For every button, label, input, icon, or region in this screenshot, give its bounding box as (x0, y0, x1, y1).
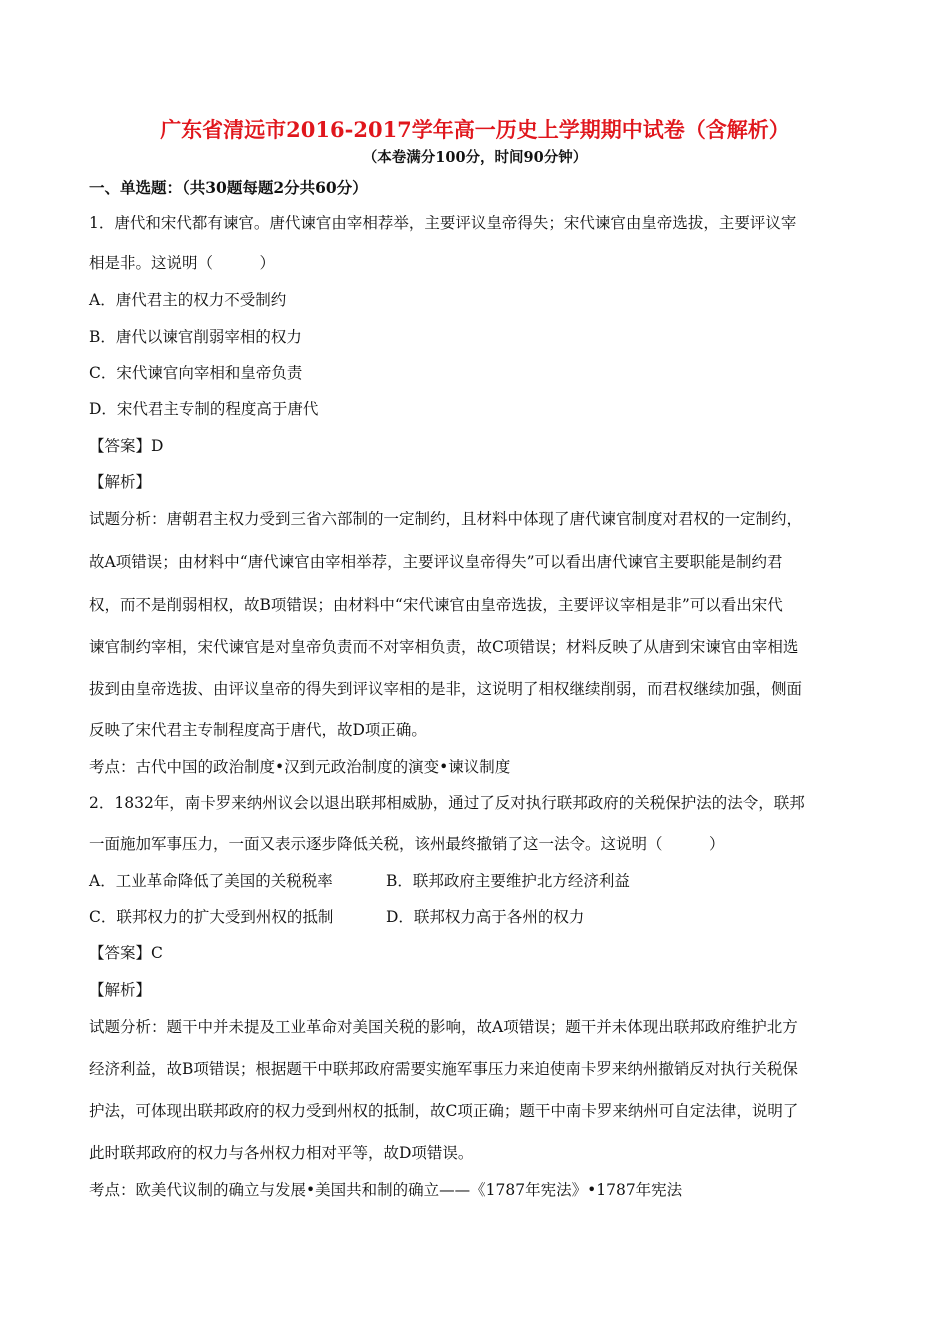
q2-option-a: A．工业革命降低了美国的关税税率 (89, 872, 333, 890)
q1-answer: 【答案】D (89, 437, 164, 455)
q2-analysis-line: 护法，可体现出联邦政府的权力受到州权的抵制，故C项正确；题干中南卡罗来纳州可自定法律，说明了 (89, 1102, 799, 1120)
q1-kaodian: 考点：古代中国的政治制度•汉到元政治制度的演变•谏议制度 (89, 758, 511, 776)
section-heading: 一、单选题：（共30题每题2分共60分） (89, 178, 368, 197)
q2-option-d: D．联邦权力高于各州的权力 (386, 908, 585, 926)
q2-analysis-label: 【解析】 (89, 981, 152, 999)
page-subtitle: （本卷满分100分，时间90分钟） (362, 149, 588, 166)
q1-option-a: A．唐代君主的权力不受制约 (89, 291, 287, 309)
q1-stem-line1: 1．唐代和宋代都有谏官。唐代谏官由宰相荐举，主要评议皇帝得失；宋代谏官由皇帝选拔，主要评议宰 (89, 214, 797, 232)
q1-analysis-line: 拔到由皇帝选拔、由评议皇帝的得失到评议宰相的是非，这说明了相权继续削弱，而君权继续加强，侧面 (89, 680, 803, 698)
q2-stem-line1: 2．1832年，南卡罗来纳州议会以退出联邦相威胁，通过了反对执行联邦政府的关税保护法的法令，联邦 (89, 794, 805, 812)
q2-analysis-line: 试题分析：题干中并未提及工业革命对美国关税的影响，故A项错误；题干并未体现出联邦政府维护北方 (89, 1018, 798, 1036)
q1-option-d: D．宋代君主专制的程度高于唐代 (89, 400, 319, 418)
page-title: 广东省清远市2016-2017学年高一历史上学期期中试卷（含解析） (160, 117, 790, 142)
q2-stem-line2: 一面施加军事压力，一面又表示逐步降低关税，该州最终撤销了这一法令。这说明（ ） (89, 835, 725, 853)
q1-option-b: B．唐代以谏官削弱宰相的权力 (89, 328, 302, 346)
q1-stem-line2: 相是非。这说明（ ） (89, 254, 276, 272)
q2-analysis-line: 此时联邦政府的权力与各州权力相对平等，故D项错误。 (89, 1144, 474, 1162)
q2-analysis-line: 经济利益，故B项错误；根据题干中联邦政府需要实施军事压力来迫使南卡罗来纳州撤销反对执行关税保 (89, 1060, 798, 1078)
q1-analysis-line: 试题分析：唐朝君主权力受到三省六部制的一定制约，且材料中体现了唐代谏官制度对君权的一定制约， (89, 510, 803, 528)
q1-analysis-line: 故A项错误；由材料中“唐代谏官由宰相举荐，主要评议皇帝得失”可以看出唐代谏官主要职能是制约君 (89, 553, 783, 571)
q2-kaodian: 考点：欧美代议制的确立与发展•美国共和制的确立——《1787年宪法》•1787年宪法 (89, 1181, 683, 1199)
q1-analysis-line: 权，而不是削弱相权，故B项错误；由材料中“宋代谏官由皇帝选拔，主要评议宰相是非”可以看出宋代 (89, 596, 783, 614)
q2-option-c: C．联邦权力的扩大受到州权的抵制 (89, 908, 334, 926)
q2-answer: 【答案】C (89, 944, 163, 962)
q1-analysis-line: 谏官制约宰相，宋代谏官是对皇帝负责而不对宰相负责，故C项错误；材料反映了从唐到宋谏官由宰相选 (89, 638, 799, 656)
q1-option-c: C．宋代谏官向宰相和皇帝负责 (89, 364, 303, 382)
q1-analysis-label: 【解析】 (89, 473, 152, 491)
q2-option-b: B．联邦政府主要维护北方经济利益 (386, 872, 630, 890)
q1-analysis-line: 反映了宋代君主专制程度高于唐代，故D项正确。 (89, 721, 427, 739)
